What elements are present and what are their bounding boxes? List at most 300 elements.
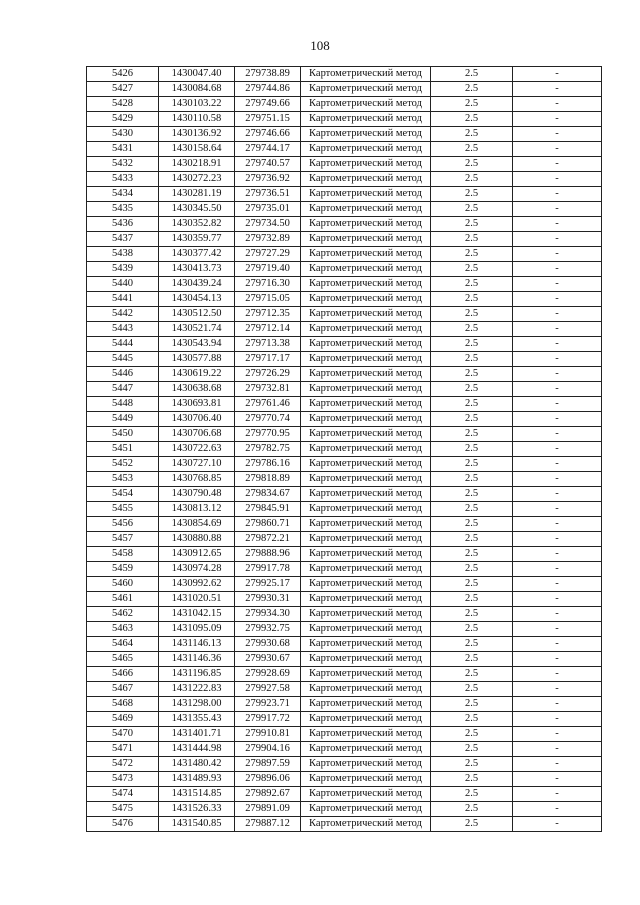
table-row xyxy=(87,652,602,667)
cell-point-number: 5440 xyxy=(87,277,159,292)
cell-coord-x: 1430158.64 xyxy=(159,142,235,157)
cell-point-number: 5427 xyxy=(87,82,159,97)
table-row xyxy=(87,277,602,292)
cell-coord-y: 279897.59 xyxy=(235,757,301,772)
cell-coord-x: 1431444.98 xyxy=(159,742,235,757)
cell-accuracy: 2.5 xyxy=(431,427,513,442)
cell-coord-y: 279716.30 xyxy=(235,277,301,292)
table-row xyxy=(87,682,602,697)
cell-point-number: 5448 xyxy=(87,397,159,412)
cell-coord-x: 1431540.85 xyxy=(159,817,235,832)
cell-note: - xyxy=(513,142,602,157)
cell-accuracy: 2.5 xyxy=(431,397,513,412)
cell-coord-y: 279712.14 xyxy=(235,322,301,337)
cell-note: - xyxy=(513,802,602,817)
cell-accuracy: 2.5 xyxy=(431,442,513,457)
cell-accuracy: 2.5 xyxy=(431,202,513,217)
cell-coord-x: 1430577.88 xyxy=(159,352,235,367)
cell-note: - xyxy=(513,682,602,697)
cell-note: - xyxy=(513,517,602,532)
cell-accuracy: 2.5 xyxy=(431,412,513,427)
cell-coord-y: 279930.67 xyxy=(235,652,301,667)
table-row xyxy=(87,427,602,442)
cell-coord-y: 279713.38 xyxy=(235,337,301,352)
cell-accuracy: 2.5 xyxy=(431,592,513,607)
cell-accuracy: 2.5 xyxy=(431,142,513,157)
cell-method: Картометрический метод xyxy=(301,472,431,487)
cell-note: - xyxy=(513,112,602,127)
cell-note: - xyxy=(513,337,602,352)
cell-point-number: 5449 xyxy=(87,412,159,427)
cell-coord-y: 279734.50 xyxy=(235,217,301,232)
cell-coord-y: 279744.86 xyxy=(235,82,301,97)
table-row xyxy=(87,382,602,397)
cell-point-number: 5432 xyxy=(87,157,159,172)
cell-point-number: 5466 xyxy=(87,667,159,682)
cell-accuracy: 2.5 xyxy=(431,562,513,577)
cell-method: Картометрический метод xyxy=(301,727,431,742)
cell-coord-x: 1430722.63 xyxy=(159,442,235,457)
cell-point-number: 5431 xyxy=(87,142,159,157)
cell-coord-x: 1430768.85 xyxy=(159,472,235,487)
cell-method: Картометрический метод xyxy=(301,502,431,517)
cell-note: - xyxy=(513,157,602,172)
cell-accuracy: 2.5 xyxy=(431,697,513,712)
table-row xyxy=(87,637,602,652)
table-row xyxy=(87,262,602,277)
cell-method: Картометрический метод xyxy=(301,817,431,832)
cell-coord-x: 1430706.40 xyxy=(159,412,235,427)
table-row xyxy=(87,172,602,187)
cell-coord-x: 1431526.33 xyxy=(159,802,235,817)
cell-coord-y: 279782.75 xyxy=(235,442,301,457)
cell-coord-y: 279845.91 xyxy=(235,502,301,517)
cell-method: Картометрический метод xyxy=(301,292,431,307)
cell-method: Картометрический метод xyxy=(301,787,431,802)
cell-point-number: 5454 xyxy=(87,487,159,502)
cell-point-number: 5434 xyxy=(87,187,159,202)
cell-method: Картометрический метод xyxy=(301,457,431,472)
cell-accuracy: 2.5 xyxy=(431,187,513,202)
cell-coord-y: 279934.30 xyxy=(235,607,301,622)
table-row xyxy=(87,412,602,427)
cell-accuracy: 2.5 xyxy=(431,262,513,277)
cell-point-number: 5464 xyxy=(87,637,159,652)
cell-coord-y: 279917.78 xyxy=(235,562,301,577)
cell-point-number: 5450 xyxy=(87,427,159,442)
table-row xyxy=(87,442,602,457)
cell-method: Картометрический метод xyxy=(301,682,431,697)
cell-coord-y: 279726.29 xyxy=(235,367,301,382)
cell-coord-x: 1430693.81 xyxy=(159,397,235,412)
coordinates-table-body xyxy=(87,67,602,832)
cell-note: - xyxy=(513,727,602,742)
cell-point-number: 5443 xyxy=(87,322,159,337)
cell-note: - xyxy=(513,427,602,442)
cell-note: - xyxy=(513,577,602,592)
cell-accuracy: 2.5 xyxy=(431,472,513,487)
cell-note: - xyxy=(513,187,602,202)
cell-coord-x: 1430281.19 xyxy=(159,187,235,202)
cell-coord-y: 279749.66 xyxy=(235,97,301,112)
cell-note: - xyxy=(513,622,602,637)
table-row xyxy=(87,727,602,742)
cell-point-number: 5463 xyxy=(87,622,159,637)
cell-accuracy: 2.5 xyxy=(431,277,513,292)
cell-method: Картометрический метод xyxy=(301,637,431,652)
cell-accuracy: 2.5 xyxy=(431,307,513,322)
table-row xyxy=(87,757,602,772)
cell-method: Картометрический метод xyxy=(301,232,431,247)
table-row xyxy=(87,472,602,487)
cell-accuracy: 2.5 xyxy=(431,637,513,652)
cell-coord-y: 279891.09 xyxy=(235,802,301,817)
coordinates-table xyxy=(86,66,602,832)
cell-note: - xyxy=(513,67,602,82)
table-row xyxy=(87,457,602,472)
cell-method: Картометрический метод xyxy=(301,487,431,502)
cell-point-number: 5428 xyxy=(87,97,159,112)
table-row xyxy=(87,127,602,142)
table-row xyxy=(87,247,602,262)
cell-method: Картометрический метод xyxy=(301,172,431,187)
cell-coord-y: 279930.68 xyxy=(235,637,301,652)
cell-coord-x: 1431146.36 xyxy=(159,652,235,667)
cell-accuracy: 2.5 xyxy=(431,787,513,802)
cell-note: - xyxy=(513,277,602,292)
cell-method: Картометрический метод xyxy=(301,517,431,532)
cell-note: - xyxy=(513,547,602,562)
cell-coord-x: 1430377.42 xyxy=(159,247,235,262)
cell-coord-y: 279736.92 xyxy=(235,172,301,187)
cell-coord-x: 1430272.23 xyxy=(159,172,235,187)
table-row xyxy=(87,802,602,817)
cell-method: Картометрический метод xyxy=(301,592,431,607)
cell-coord-x: 1430439.24 xyxy=(159,277,235,292)
cell-coord-x: 1430413.73 xyxy=(159,262,235,277)
cell-method: Картометрический метод xyxy=(301,307,431,322)
cell-accuracy: 2.5 xyxy=(431,367,513,382)
cell-accuracy: 2.5 xyxy=(431,652,513,667)
cell-accuracy: 2.5 xyxy=(431,712,513,727)
table-row xyxy=(87,292,602,307)
cell-method: Картометрический метод xyxy=(301,217,431,232)
table-row xyxy=(87,502,602,517)
cell-coord-x: 1430110.58 xyxy=(159,112,235,127)
cell-method: Картометрический метод xyxy=(301,112,431,127)
cell-coord-y: 279818.89 xyxy=(235,472,301,487)
table-row xyxy=(87,352,602,367)
cell-method: Картометрический метод xyxy=(301,397,431,412)
cell-coord-x: 1431401.71 xyxy=(159,727,235,742)
cell-point-number: 5462 xyxy=(87,607,159,622)
cell-coord-y: 279770.95 xyxy=(235,427,301,442)
cell-coord-x: 1431298.00 xyxy=(159,697,235,712)
cell-coord-x: 1430706.68 xyxy=(159,427,235,442)
cell-coord-y: 279715.05 xyxy=(235,292,301,307)
cell-coord-x: 1430790.48 xyxy=(159,487,235,502)
cell-note: - xyxy=(513,757,602,772)
cell-coord-x: 1430218.91 xyxy=(159,157,235,172)
table-row xyxy=(87,532,602,547)
cell-point-number: 5460 xyxy=(87,577,159,592)
table-row xyxy=(87,97,602,112)
cell-coord-x: 1430454.13 xyxy=(159,292,235,307)
cell-coord-x: 1430813.12 xyxy=(159,502,235,517)
cell-coord-y: 279751.15 xyxy=(235,112,301,127)
cell-accuracy: 2.5 xyxy=(431,127,513,142)
cell-point-number: 5452 xyxy=(87,457,159,472)
cell-coord-y: 279717.17 xyxy=(235,352,301,367)
cell-coord-y: 279770.74 xyxy=(235,412,301,427)
cell-accuracy: 2.5 xyxy=(431,727,513,742)
cell-note: - xyxy=(513,82,602,97)
table-row xyxy=(87,667,602,682)
cell-accuracy: 2.5 xyxy=(431,682,513,697)
cell-point-number: 5461 xyxy=(87,592,159,607)
cell-note: - xyxy=(513,817,602,832)
cell-note: - xyxy=(513,412,602,427)
cell-coord-x: 1430345.50 xyxy=(159,202,235,217)
cell-note: - xyxy=(513,442,602,457)
cell-note: - xyxy=(513,322,602,337)
cell-method: Картометрический метод xyxy=(301,577,431,592)
cell-note: - xyxy=(513,562,602,577)
cell-method: Картометрический метод xyxy=(301,97,431,112)
table-row xyxy=(87,517,602,532)
cell-point-number: 5467 xyxy=(87,682,159,697)
page-number: 108 xyxy=(310,38,330,53)
cell-note: - xyxy=(513,202,602,217)
cell-coord-y: 279786.16 xyxy=(235,457,301,472)
cell-coord-x: 1431095.09 xyxy=(159,622,235,637)
cell-method: Картометрический метод xyxy=(301,547,431,562)
cell-coord-x: 1430352.82 xyxy=(159,217,235,232)
cell-note: - xyxy=(513,472,602,487)
cell-method: Картометрический метод xyxy=(301,442,431,457)
cell-point-number: 5444 xyxy=(87,337,159,352)
cell-note: - xyxy=(513,217,602,232)
cell-coord-y: 279735.01 xyxy=(235,202,301,217)
cell-accuracy: 2.5 xyxy=(431,157,513,172)
cell-method: Картометрический метод xyxy=(301,322,431,337)
cell-coord-y: 279910.81 xyxy=(235,727,301,742)
cell-note: - xyxy=(513,97,602,112)
cell-accuracy: 2.5 xyxy=(431,337,513,352)
cell-method: Картометрический метод xyxy=(301,337,431,352)
cell-point-number: 5469 xyxy=(87,712,159,727)
cell-note: - xyxy=(513,502,602,517)
table-row xyxy=(87,337,602,352)
cell-method: Картометрический метод xyxy=(301,562,431,577)
cell-point-number: 5455 xyxy=(87,502,159,517)
cell-note: - xyxy=(513,457,602,472)
cell-accuracy: 2.5 xyxy=(431,322,513,337)
cell-note: - xyxy=(513,307,602,322)
cell-accuracy: 2.5 xyxy=(431,232,513,247)
table-row xyxy=(87,562,602,577)
table-row xyxy=(87,547,602,562)
cell-point-number: 5476 xyxy=(87,817,159,832)
table-row xyxy=(87,397,602,412)
cell-point-number: 5451 xyxy=(87,442,159,457)
cell-method: Картометрический метод xyxy=(301,667,431,682)
table-row xyxy=(87,67,602,82)
cell-coord-x: 1431480.42 xyxy=(159,757,235,772)
cell-method: Картометрический метод xyxy=(301,607,431,622)
cell-accuracy: 2.5 xyxy=(431,487,513,502)
cell-accuracy: 2.5 xyxy=(431,352,513,367)
cell-method: Картометрический метод xyxy=(301,247,431,262)
cell-coord-y: 279761.46 xyxy=(235,397,301,412)
cell-note: - xyxy=(513,652,602,667)
cell-note: - xyxy=(513,667,602,682)
cell-coord-x: 1430992.62 xyxy=(159,577,235,592)
cell-point-number: 5430 xyxy=(87,127,159,142)
table-row xyxy=(87,322,602,337)
cell-method: Картометрический метод xyxy=(301,277,431,292)
cell-coord-y: 279712.35 xyxy=(235,307,301,322)
cell-accuracy: 2.5 xyxy=(431,532,513,547)
cell-point-number: 5439 xyxy=(87,262,159,277)
cell-accuracy: 2.5 xyxy=(431,112,513,127)
cell-accuracy: 2.5 xyxy=(431,577,513,592)
cell-coord-y: 279888.96 xyxy=(235,547,301,562)
cell-accuracy: 2.5 xyxy=(431,67,513,82)
cell-coord-y: 279732.81 xyxy=(235,382,301,397)
cell-method: Картометрический метод xyxy=(301,187,431,202)
cell-accuracy: 2.5 xyxy=(431,172,513,187)
table-row xyxy=(87,232,602,247)
cell-accuracy: 2.5 xyxy=(431,457,513,472)
cell-method: Картометрический метод xyxy=(301,367,431,382)
cell-coord-y: 279738.89 xyxy=(235,67,301,82)
cell-accuracy: 2.5 xyxy=(431,82,513,97)
cell-coord-x: 1430638.68 xyxy=(159,382,235,397)
cell-method: Картометрический метод xyxy=(301,412,431,427)
cell-coord-x: 1431355.43 xyxy=(159,712,235,727)
cell-coord-y: 279930.31 xyxy=(235,592,301,607)
cell-method: Картометрический метод xyxy=(301,757,431,772)
cell-accuracy: 2.5 xyxy=(431,817,513,832)
cell-note: - xyxy=(513,592,602,607)
cell-point-number: 5470 xyxy=(87,727,159,742)
cell-method: Картометрический метод xyxy=(301,802,431,817)
table-row xyxy=(87,202,602,217)
cell-note: - xyxy=(513,352,602,367)
cell-note: - xyxy=(513,772,602,787)
cell-note: - xyxy=(513,382,602,397)
cell-method: Картометрический метод xyxy=(301,82,431,97)
cell-note: - xyxy=(513,232,602,247)
cell-note: - xyxy=(513,742,602,757)
cell-coord-y: 279925.17 xyxy=(235,577,301,592)
cell-accuracy: 2.5 xyxy=(431,247,513,262)
cell-coord-x: 1430047.40 xyxy=(159,67,235,82)
cell-coord-y: 279834.67 xyxy=(235,487,301,502)
cell-point-number: 5465 xyxy=(87,652,159,667)
cell-coord-y: 279872.21 xyxy=(235,532,301,547)
cell-note: - xyxy=(513,397,602,412)
cell-point-number: 5447 xyxy=(87,382,159,397)
cell-coord-y: 279927.58 xyxy=(235,682,301,697)
cell-coord-x: 1431489.93 xyxy=(159,772,235,787)
table-row xyxy=(87,592,602,607)
cell-point-number: 5471 xyxy=(87,742,159,757)
cell-note: - xyxy=(513,697,602,712)
cell-coord-x: 1431146.13 xyxy=(159,637,235,652)
cell-note: - xyxy=(513,367,602,382)
table-row xyxy=(87,187,602,202)
cell-point-number: 5435 xyxy=(87,202,159,217)
table-row xyxy=(87,577,602,592)
cell-note: - xyxy=(513,532,602,547)
cell-coord-y: 279896.06 xyxy=(235,772,301,787)
cell-coord-y: 279932.75 xyxy=(235,622,301,637)
cell-coord-y: 279746.66 xyxy=(235,127,301,142)
table-row xyxy=(87,712,602,727)
cell-coord-x: 1430974.28 xyxy=(159,562,235,577)
cell-method: Картометрический метод xyxy=(301,532,431,547)
cell-note: - xyxy=(513,247,602,262)
table-row xyxy=(87,772,602,787)
cell-coord-y: 279727.29 xyxy=(235,247,301,262)
cell-accuracy: 2.5 xyxy=(431,622,513,637)
cell-coord-y: 279736.51 xyxy=(235,187,301,202)
cell-method: Картометрический метод xyxy=(301,772,431,787)
cell-accuracy: 2.5 xyxy=(431,772,513,787)
cell-note: - xyxy=(513,262,602,277)
cell-accuracy: 2.5 xyxy=(431,802,513,817)
cell-coord-y: 279892.67 xyxy=(235,787,301,802)
table-row xyxy=(87,142,602,157)
cell-method: Картометрический метод xyxy=(301,697,431,712)
cell-method: Картометрический метод xyxy=(301,742,431,757)
cell-coord-x: 1431222.83 xyxy=(159,682,235,697)
cell-method: Картометрический метод xyxy=(301,67,431,82)
cell-point-number: 5441 xyxy=(87,292,159,307)
cell-coord-x: 1430912.65 xyxy=(159,547,235,562)
cell-note: - xyxy=(513,487,602,502)
cell-coord-y: 279719.40 xyxy=(235,262,301,277)
cell-coord-x: 1431196.85 xyxy=(159,667,235,682)
table-row xyxy=(87,157,602,172)
cell-accuracy: 2.5 xyxy=(431,292,513,307)
cell-point-number: 5468 xyxy=(87,697,159,712)
cell-coord-y: 279928.69 xyxy=(235,667,301,682)
cell-point-number: 5426 xyxy=(87,67,159,82)
cell-accuracy: 2.5 xyxy=(431,517,513,532)
cell-point-number: 5453 xyxy=(87,472,159,487)
cell-note: - xyxy=(513,127,602,142)
cell-coord-x: 1430880.88 xyxy=(159,532,235,547)
cell-coord-y: 279923.71 xyxy=(235,697,301,712)
cell-coord-x: 1430103.22 xyxy=(159,97,235,112)
cell-method: Картометрический метод xyxy=(301,142,431,157)
cell-coord-x: 1430521.74 xyxy=(159,322,235,337)
cell-method: Картометрический метод xyxy=(301,652,431,667)
cell-coord-y: 279860.71 xyxy=(235,517,301,532)
cell-coord-x: 1430727.10 xyxy=(159,457,235,472)
cell-method: Картометрический метод xyxy=(301,157,431,172)
cell-point-number: 5458 xyxy=(87,547,159,562)
cell-accuracy: 2.5 xyxy=(431,547,513,562)
cell-point-number: 5446 xyxy=(87,367,159,382)
cell-point-number: 5473 xyxy=(87,772,159,787)
table-row xyxy=(87,742,602,757)
cell-method: Картометрический метод xyxy=(301,202,431,217)
cell-coord-x: 1431042.15 xyxy=(159,607,235,622)
